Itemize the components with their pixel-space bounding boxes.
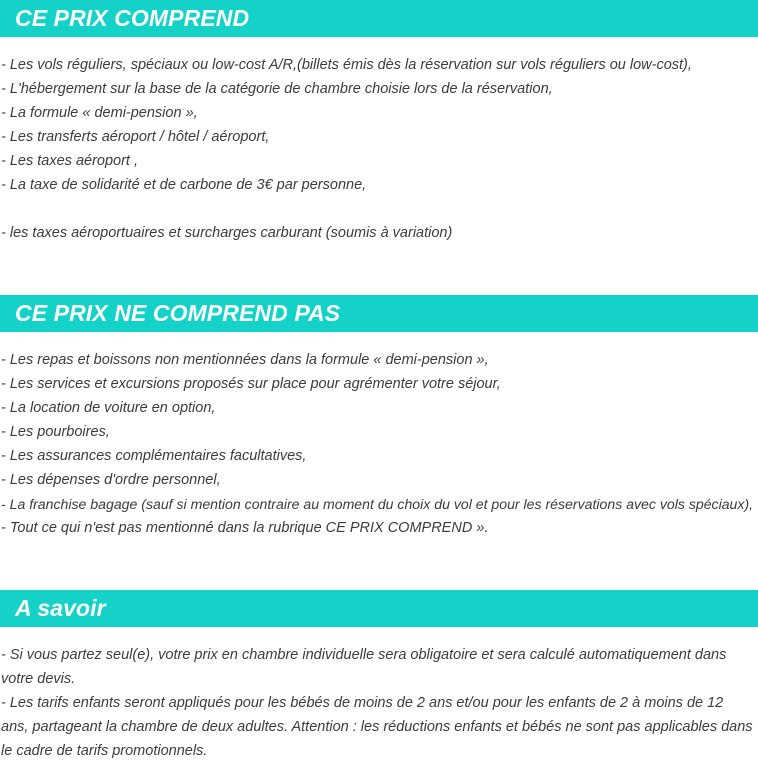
excluded-item: - Les assurances complémentaires facultatives, — [1, 448, 307, 464]
excluded-item: - Les services et excursions proposés sur place pour agrémenter votre séjour, — [1, 376, 501, 392]
section-header-ce-prix-ne-comprend-pas: CE PRIX NE COMPREND PAS — [0, 295, 758, 332]
included-item: - La taxe de solidarité et de carbone de 3€ par personne, — [1, 177, 367, 193]
excluded-item: - La location de voiture en option, — [1, 400, 216, 416]
section-header-ce-prix-comprend: CE PRIX COMPREND — [0, 0, 758, 37]
excluded-item: - Les pourboires, — [1, 424, 110, 440]
info-paragraph: - Les tarifs enfants seront appliqués pour les bébés de moins de 2 ans et/ou pour les enfants de 2 à moins de 12 ans, partageant la chambre de deux adultes. Attention : les réductions enfants et bébés ne sont pas applicables dans le cadre de tarifs promotionnels. — [1, 695, 753, 759]
included-item: - L'hébergement sur la base de la catégorie de chambre choisie lors de la réservation, — [1, 81, 553, 97]
section-header-a-savoir: A savoir — [0, 590, 758, 627]
included-item: - La formule « demi-pension », — [1, 105, 198, 121]
info-paragraph: - Si vous partez seul(e), votre prix en chambre individuelle sera obligatoire et sera calculé automatiquement dans votre devis. — [1, 647, 727, 687]
excluded-item: - Les dépenses d'ordre personnel, — [1, 472, 221, 488]
excluded-item: - La franchise bagage (sauf si mention contraire au moment du choix du vol et pour les réservations avec vols spéciaux), — [1, 496, 754, 512]
included-item: - Les taxes aéroport , — [1, 153, 139, 169]
included-item: - Les transferts aéroport / hôtel / aéroport, — [1, 129, 270, 145]
excluded-item: - Tout ce qui n'est pas mentionné dans la rubrique CE PRIX COMPREND ». — [1, 520, 489, 536]
excluded-item: - Les repas et boissons non mentionnées dans la formule « demi-pension », — [1, 352, 489, 368]
included-item: - les taxes aéroportuaires et surcharges carburant (soumis à variation) — [1, 225, 453, 241]
included-item: - Les vols réguliers, spéciaux ou low-cost A/R,(billets émis dès la réservation sur vols réguliers ou low-cost), — [1, 57, 692, 73]
